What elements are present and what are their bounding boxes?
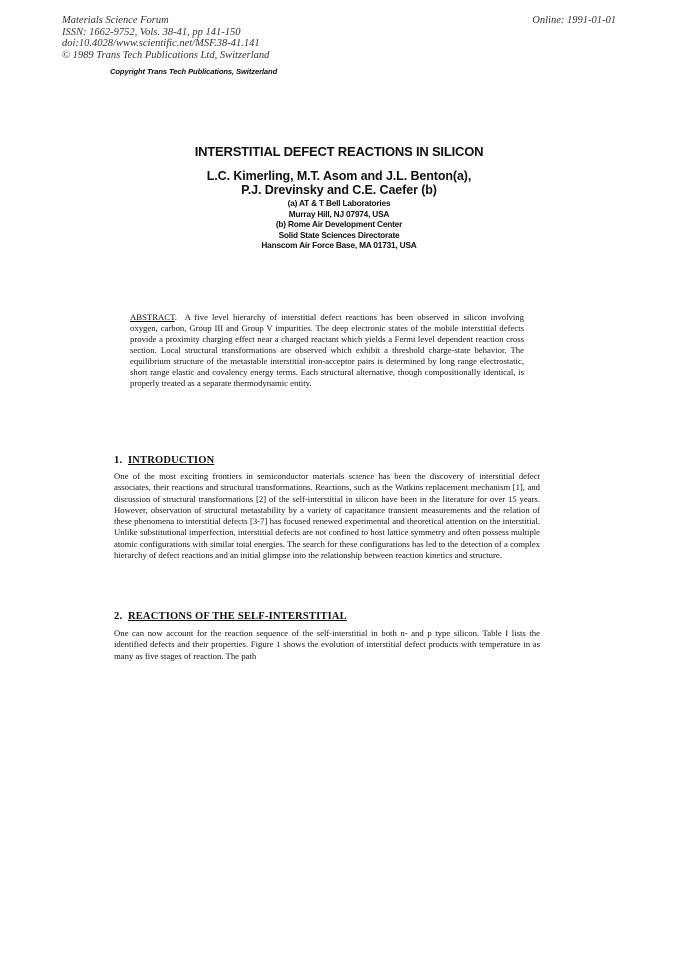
section-body-reactions: One can now account for the reaction sequence of the self-interstitial in both n- and p type silicon. Table I lists the identified defects and their properties. Figure 1 shows the evolution of interstitial defect products with temperature in as many as five stages of reaction. The path [114,628,540,661]
abstract-label: ABSTRACT [130,312,175,322]
journal-name: Materials Science Forum [62,15,169,26]
section-title: REACTIONS OF THE SELF-INTERSTITIAL [127,611,347,622]
issn-line: ISSN: 1662-9752, Vols. 38-41, pp 141-150 [62,26,241,38]
section-number: 2. [114,611,123,622]
section-number: 1. [114,455,123,466]
journal-metadata [62,15,269,61]
affiliation-line: Hanscom Air Force Base, MA 01731, USA [261,240,417,250]
section-title: INTRODUCTION [127,455,215,466]
affiliations [0,198,678,251]
section-heading-reactions [114,611,347,622]
copyright-stamp: Copyright Trans Tech Publications, Switzerland [110,67,278,76]
affiliation-line: Murray Hill, NJ 07974, USA [288,208,390,219]
author-line-2: P.J. Drevinsky and C.E. Caefer (b) [241,183,437,197]
affiliation-line: Solid State Sciences Directorate [278,229,400,240]
section-heading-introduction [114,455,214,466]
section-body-introduction: One of the most exciting frontiers in semiconductor materials science has been the discovery of interstitial defect associates, their reactions and structural transformations. Reactions, such as the Watkins replacement mechanism [1], and discussion of structural transformations [2] of the self-interstitial in silicon have been in the literature for over 15 years. However, observation of structural metastability by a variety of capacitance transient measurements and the relation of these phenomena to interstitial defects [3-7] has focused renewed experimental and theoretical attention on the interstitial. Unlike substitutional imperfection, interstitial defects are not confined to host lattice symmetry and often possess multiple atomic configurations with similar total energies. The search for these configurations has led to the detection of a complex hierarchy of defect reactions and an initial glimpse into the relationship between reaction kinetics and structure. [114,471,540,561]
online-date: Online: 1991-01-01 [532,15,616,26]
author-line-1: L.C. Kimerling, M.T. Asom and J.L. Benton(a), [206,169,472,183]
doi-line: doi:10.4028/www.scientific.net/MSF.38-41.141 [62,38,260,50]
copyright-line: © 1989 Trans Tech Publications Ltd, Switzerland [62,49,270,61]
abstract: ABSTRACT. A five level hierarchy of interstitial defect reactions has been observed in silicon involving oxygen, carbon, Group III and Group V impurities. The deep electronic states of the mobile interstitial defects provide a proximity charging effect near a charged reactant which yields a Fermi level dependent reaction cross section. Local structural transformations are observed which exhibit a threshold charge-state behavior. The equilibrium structure of the metastable interstitial iron-acceptor pairs is determined by long range electrostatic, short range elastic and covalency energy terms. Each structural alternative, though compositionally identical, is properly treated as a separate thermodynamic entity. [130,312,524,389]
affiliation-line: (a) AT & T Bell Laboratories [287,198,391,208]
paper-title: INTERSTITIAL DEFECT REACTIONS IN SILICON [194,144,484,159]
author-list [0,169,678,197]
abstract-text: A five level hierarchy of interstitial defect reactions has been observed in silicon involving oxygen, carbon, Group III and Group V impurities. The deep electronic states of the mobile interstitial defects provide a proximity charging effect near a charged reactant which yields a Fermi level dependent reaction cross section. Local structural transformations are observed which exhibit a threshold charge-state behavior. The equilibrium structure of the metastable interstitial iron-acceptor pairs is determined by long range electrostatic, short range elastic and covalency energy terms. Each structural alternative, though compositionally identical, is properly treated as a separate thermodynamic entity. [130,312,524,389]
affiliation-line: (b) Rome Air Development Center [275,219,403,229]
